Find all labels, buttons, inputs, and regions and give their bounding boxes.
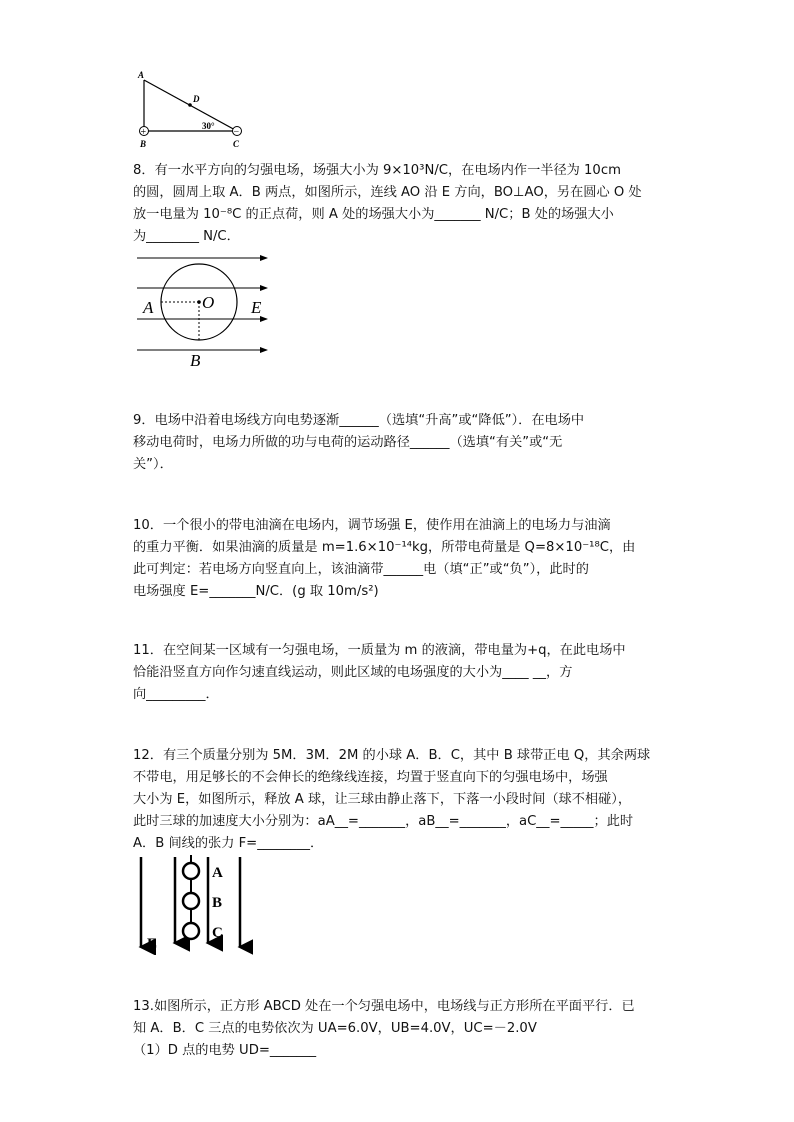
q8-line-1: 8．有一水平方向的匀强电场，场强大小为 9×10³N/C，在电场内作一半径为 10cm [133, 163, 621, 178]
q10-line-2: 的重力平衡．如果油滴的质量是 m=1.6×10⁻¹⁴kg，所带电荷量是 Q=8×10⁻¹⁸C，由 [133, 540, 636, 555]
q13-line-1: 13.如图所示，正方形 ABCD 处在一个匀强电场中，电场线与正方形所在平面平行．已 [133, 999, 635, 1014]
q8-line-2: 的圆，圆周上取 A．B 两点，如图所示，连线 AO 沿 E 方向，BO⊥AO，另在圆心 O 处 [133, 185, 642, 200]
label-c: C [212, 925, 223, 941]
three-balls-figure [133, 855, 253, 955]
q9-line-2: 移动电荷时，电场力所做的功与电荷的运动路径______（选填“有关”或“无 [133, 435, 563, 450]
q12-line-4: 此时三球的加速度大小分别为：aA__=_______，aB__=_______，aC__=_____；此时 [133, 814, 634, 829]
label-b: B [212, 895, 223, 911]
q12-line-3: 大小为 E，如图所示，释放 A 球，让三球由静止落下，下落一小段时间（球不相碰）， [133, 792, 632, 807]
label-a: A [143, 298, 154, 317]
q8-line-3: 放一电量为 10⁻⁸C 的正点荷，则 A 处的场强大小为_______ N/C；B 处的场强大小 [133, 207, 614, 222]
label-d: D [193, 94, 200, 104]
question-8 [133, 160, 673, 248]
q10-line-3: 此可判定：若电场方向竖直向上，该油滴带______电（填“正”或“负”），此时的 [133, 562, 589, 577]
question-9 [133, 410, 673, 476]
angle-label: 30° [202, 121, 215, 131]
q10-line-4: 电场强度 E=_______N/C．(g 取 10m/s²) [133, 584, 379, 599]
q10-line-1: 10．一个很小的带电油滴在电场内，调节场强 E，使作用在油滴上的电场力与油滴 [133, 518, 611, 533]
triangle-figure [130, 68, 250, 150]
q9-line-3: 关”）． [133, 457, 173, 472]
q12-line-2: 不带电，用足够长的不会伸长的绝缘线连接，均置于竖直向下的匀强电场中，场强 [133, 770, 608, 785]
label-e: E [251, 298, 262, 317]
label-a: A [212, 865, 223, 881]
q13-line-3: （1）D 点的电势 UD=_______ [133, 1043, 317, 1058]
q13-line-2: 知 A．B．C 三点的电势依次为 UA=6.0V，UB=4.0V，UC=－2.0V [133, 1021, 537, 1036]
q11-line-2: 恰能沿竖直方向作匀速直线运动，则此区域的电场强度的大小为____ __，方 [133, 665, 573, 680]
question-11 [133, 640, 673, 706]
q8-line-4: 为________ N/C． [133, 229, 240, 244]
label-a: A [138, 70, 145, 80]
q12-line-5: A．B 间线的张力 F=________． [133, 836, 324, 851]
q11-line-1: 11．在空间某一区域有一匀强电场，一质量为 m 的液滴，带电量为+q，在此电场中 [133, 643, 626, 658]
q11-line-3: 向_________． [133, 687, 219, 702]
circle-field-figure [133, 250, 273, 372]
label-c: C [233, 139, 240, 149]
charge-minus: − [233, 126, 240, 138]
q12-line-1: 12．有三个质量分别为 5M．3M．2M 的小球 A．B．C，其中 B 球带正电 Q，其余两球 [133, 748, 651, 763]
q9-line-1: 9．电场中沿着电场线方向电势逐渐______（选填“升高”或“降低”）．在电场中 [133, 413, 585, 428]
question-13 [133, 996, 673, 1062]
charge-plus: + [140, 127, 147, 138]
label-e: E [147, 936, 158, 952]
question-12 [133, 745, 673, 855]
label-o: O [202, 293, 215, 312]
label-b: B [140, 139, 147, 149]
question-10 [133, 515, 673, 603]
label-b: B [190, 351, 201, 370]
